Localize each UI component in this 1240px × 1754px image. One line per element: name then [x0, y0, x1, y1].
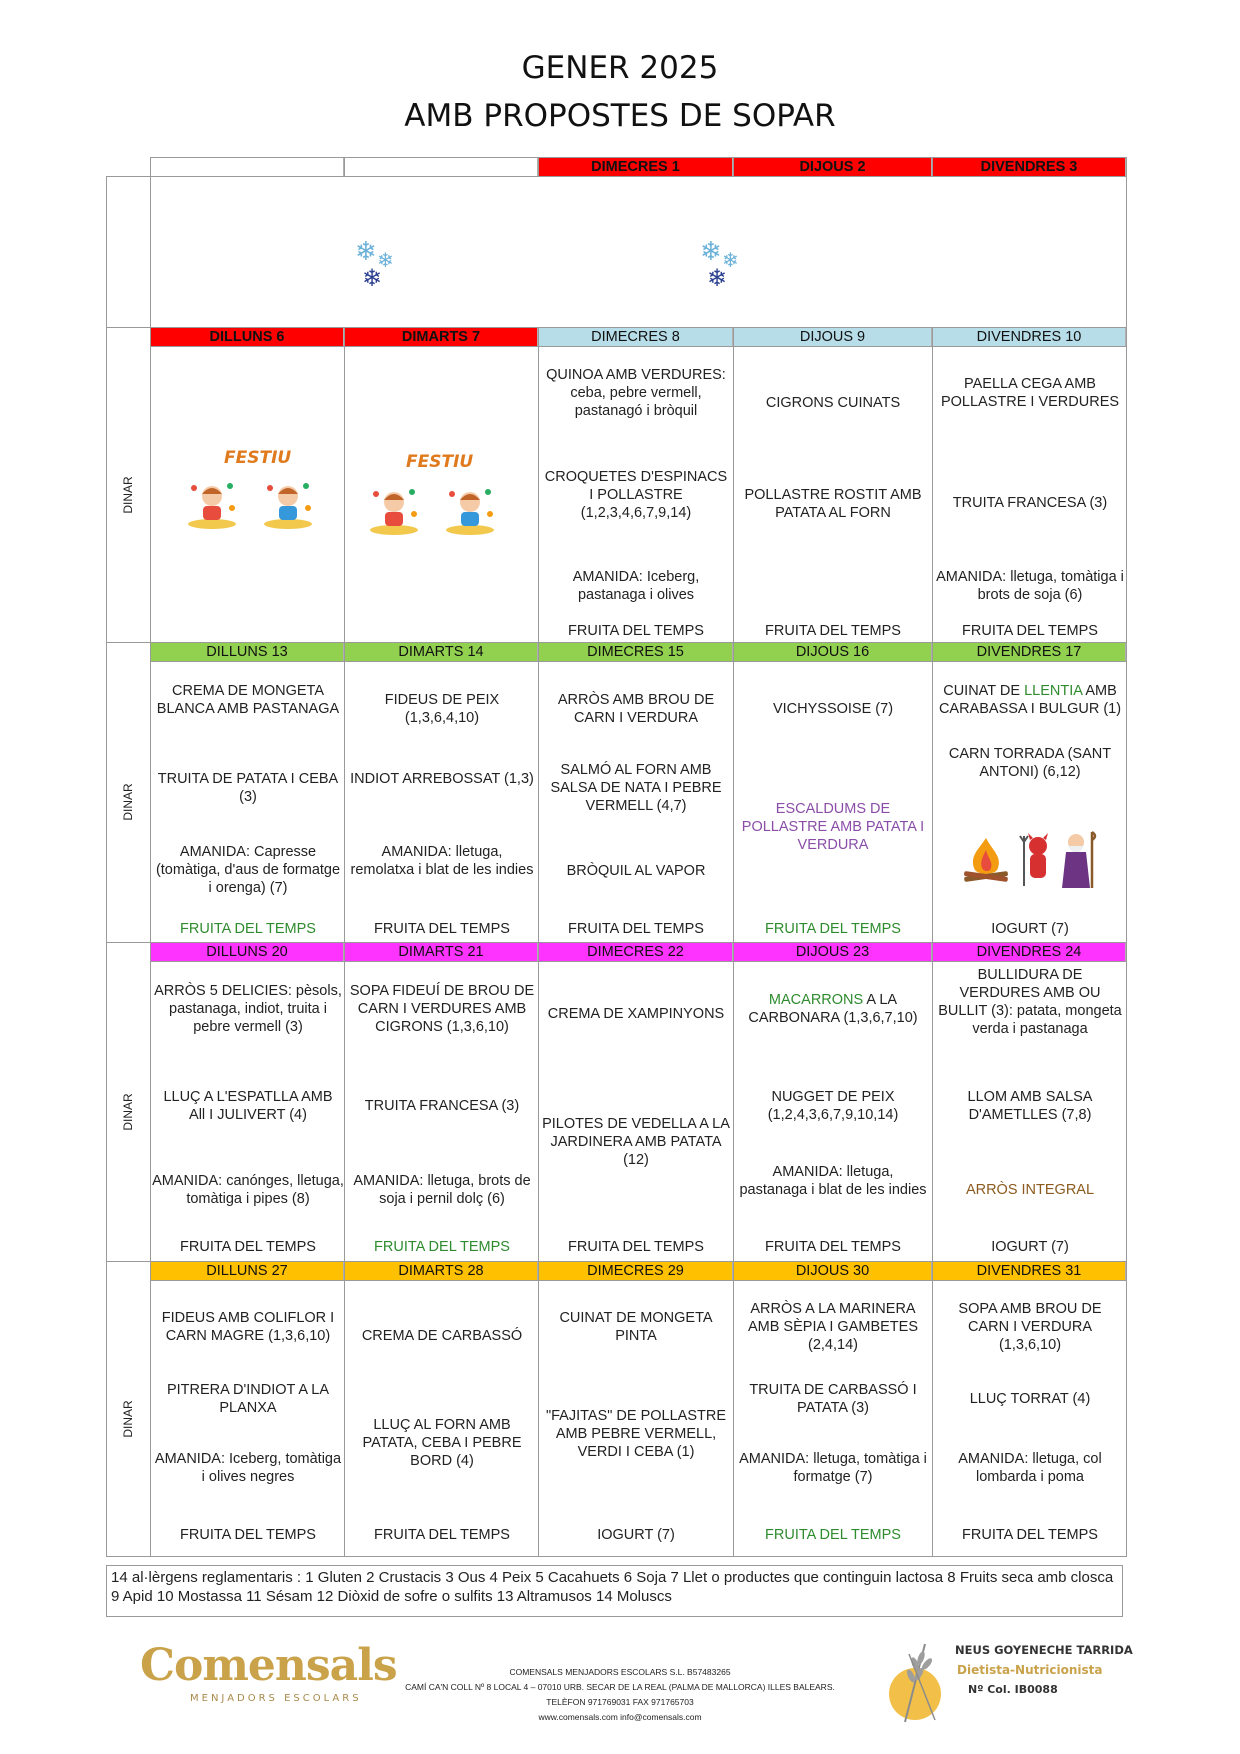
- menu-item: AMANIDA: Iceberg, tomàtiga i olives negres: [154, 1451, 342, 1485]
- menu-item: SOPA FIDEUÍ DE BROU DE CARN I VERDURES AMB CIGRONS (1,3,6,10): [349, 983, 535, 1035]
- header-dimecres-8: DIMECRES 8: [539, 328, 733, 346]
- snowflake-icon: ❄: [707, 265, 728, 292]
- menu-item: CREMA DE MONGETA BLANCA AMB PASTANAGA: [156, 683, 340, 717]
- header-dilluns-27: DILLUNS 27: [151, 1262, 344, 1280]
- comensals-logo-subtitle: MENJADORS ESCOLARS: [190, 1693, 362, 1704]
- snowflake-icon: ❄: [722, 250, 739, 272]
- header-empty-1: [151, 158, 344, 176]
- menu-item: FRUITA DEL TEMPS: [962, 623, 1098, 639]
- menu-item: CUINAT DE MONGETA PINTA: [559, 1310, 713, 1344]
- menu-item: FIDEUS DE PEIX (1,3,6,4,10): [384, 692, 500, 726]
- menu-item: CARN TORRADA (SANT ANTONI) (6,12): [948, 746, 1112, 780]
- allergens-legend: 14 al·lèrgens reglamentaris : 1 Gluten 2 Crustacis 3 Ous 4 Peix 5 Cacahuets 6 Soja 7 Llet o productes que continguin lactosa 8 Fruits seca amb closca 9 Apid 10 Mostassa 11 Sésam 12 Diòxid de sofre o sulfits 13 Altramusos 14 Moluscs: [106, 1565, 1123, 1617]
- bonfire-icon: [960, 834, 1012, 884]
- menu-item: AMANIDA: Iceberg, pastanaga i olives: [572, 569, 700, 603]
- child-eating-icon: [262, 478, 314, 530]
- comensals-logo: Comensals: [140, 1640, 397, 1691]
- menu-item: FRUITA DEL TEMPS: [568, 1239, 704, 1255]
- menu-item: FRUITA DEL TEMPS: [180, 1239, 316, 1255]
- header-empty-2: [345, 158, 538, 176]
- header-dimarts-21: DIMARTS 21: [345, 943, 538, 961]
- snowflake-icon: ❄: [362, 265, 383, 292]
- header-dijous-30: DIJOUS 30: [734, 1262, 932, 1280]
- snowflake-icon: ❄: [700, 236, 722, 266]
- menu-item: FIDEUS AMB COLIFLOR I CARN MAGRE (1,3,6,10): [161, 1310, 335, 1344]
- footer-address: CAMÍ CA'N COLL Nº 8 LOCAL 4 – 07010 URB. SECAR DE LA REAL (PALMA DE MALLORCA) ILLES BALEARS.: [405, 1682, 835, 1692]
- menu-item: QUINOA AMB VERDURES: ceba, pebre vermell, pastanagó i bròquil: [546, 367, 726, 419]
- menu-item: AMANIDA: lletuga, pastanaga i blat de les indies: [739, 1164, 927, 1198]
- menu-item: TRUITA FRANCESA (3): [364, 1098, 520, 1114]
- header-dimecres-1: DIMECRES 1: [539, 158, 733, 176]
- header-dimecres-22: DIMECRES 22: [539, 943, 733, 961]
- menu-item: CREMA DE CARBASSÓ: [361, 1328, 523, 1344]
- menu-item: FRUITA DEL TEMPS: [180, 921, 316, 937]
- header-dijous-16: DIJOUS 16: [734, 643, 932, 661]
- side-label-dinar: DINAR: [121, 1399, 135, 1438]
- menu-item: AMANIDA: lletuga, brots de soja i pernil dolç (6): [353, 1173, 531, 1207]
- menu-item: PAELLA CEGA AMB POLLASTRE I VERDURES: [940, 376, 1120, 410]
- menu-item: ARRÒS A LA MARINERA AMB SÈPIA I GAMBETES (2,4,14): [747, 1301, 919, 1353]
- menu-item: LLUÇ AL FORN AMB PATATA, CEBA I PEBRE BORD (4): [362, 1417, 522, 1469]
- menu-item: BULLIDURA DE VERDURES AMB OU BULLIT (3): patata, mongeta verda i pastanaga: [938, 967, 1122, 1037]
- header-dimarts-14: DIMARTS 14: [345, 643, 538, 661]
- menu-item: ARRÒS AMB BROU DE CARN I VERDURA: [557, 692, 715, 726]
- menu-item: FRUITA DEL TEMPS: [962, 1527, 1098, 1543]
- menu-item: PILOTES DE VEDELLA A LA JARDINERA AMB PATATA (12): [542, 1116, 730, 1168]
- menu-item: TRUITA FRANCESA (3): [952, 495, 1108, 511]
- menu-item: CREMA DE XAMPINYONS: [547, 1006, 725, 1022]
- menu-item: LLOM AMB SALSA D'AMETLLES (7,8): [967, 1089, 1093, 1123]
- side-label-dinar: DINAR: [121, 475, 135, 514]
- menu-item: AMANIDA: Capresse (tomàtiga, d'aus de formatge i orenga) (7): [155, 844, 341, 896]
- menu-item: FRUITA DEL TEMPS: [374, 1239, 510, 1255]
- side-label-dinar: DINAR: [121, 783, 135, 821]
- menu-item: CIGRONS CUINATS: [765, 395, 901, 411]
- header-dijous-2: DIJOUS 2: [734, 158, 932, 176]
- menu-item: FRUITA DEL TEMPS: [568, 623, 704, 639]
- menu-item: FRUITA DEL TEMPS: [374, 1527, 510, 1543]
- menu-item: SOPA AMB BROU DE CARN I VERDURA (1,3,6,10): [958, 1301, 1102, 1353]
- header-divendres-31: DIVENDRES 31: [933, 1262, 1126, 1280]
- nutritionist-role: Dietista-Nutricionista: [957, 1663, 1103, 1677]
- menu-item: FRUITA DEL TEMPS: [568, 921, 704, 937]
- menu-item: CUINAT DE LLENTIA AMB CARABASSA I BULGUR (1): [938, 683, 1122, 717]
- menu-item: IOGURT (7): [991, 921, 1069, 937]
- menu-item: MACARRONS A LA CARBONARA (1,3,6,7,10): [748, 992, 918, 1026]
- header-dijous-23: DIJOUS 23: [734, 943, 932, 961]
- header-divendres-24: DIVENDRES 24: [933, 943, 1126, 961]
- footer-web: www.comensals.com info@comensals.com: [538, 1712, 702, 1722]
- snowflake-icon: ❄: [377, 250, 394, 272]
- menu-item: PITRERA D'INDIOT A LA PLANXA: [166, 1382, 330, 1416]
- menu-item: FRUITA DEL TEMPS: [765, 623, 901, 639]
- page-title: GENER 2025: [521, 50, 719, 86]
- menu-item: CROQUETES D'ESPINACS I POLLASTRE (1,2,3,4,6,7,9,14): [544, 469, 728, 521]
- snowflake-icon: ❄: [355, 236, 377, 266]
- menu-item: AMANIDA: lletuga, tomàtiga i brots de soja (6): [936, 569, 1124, 603]
- menu-item: NUGGET DE PEIX (1,2,4,3,6,7,9,10,14): [767, 1089, 899, 1123]
- child-eating-icon: [186, 478, 238, 530]
- footer-phone: TELÈFON 971769031 FAX 971765703: [546, 1697, 694, 1707]
- nutritionist-col: Nº Col. IB0088: [968, 1683, 1058, 1696]
- menu-item: BRÒQUIL AL VAPOR: [566, 863, 706, 879]
- menu-item: LLUÇ A L'ESPATLLA AMB All I JULIVERT (4): [163, 1089, 333, 1123]
- saint-antoni-icon: [1058, 828, 1098, 890]
- menu-item: "FAJITAS" DE POLLASTRE AMB PEBRE VERMELL, VERDI I CEBA (1): [545, 1408, 727, 1460]
- header-dilluns-13: DILLUNS 13: [151, 643, 344, 661]
- menu-item: AMANIDA: lletuga, col lombarda i poma: [958, 1451, 1102, 1485]
- menu-item: AMANIDA: canónges, lletuga, tomàtiga i pipes (8): [152, 1173, 344, 1207]
- header-divendres-10: DIVENDRES 10: [933, 328, 1126, 346]
- menu-item: POLLASTRE ROSTIT AMB PATATA AL FORN: [744, 487, 922, 521]
- menu-item: ARRÒS 5 DELICIES: pèsols, pastanaga, indiot, truita i pebre vermell (3): [154, 983, 342, 1035]
- devil-icon: [1018, 832, 1058, 888]
- menu-item: FRUITA DEL TEMPS: [765, 1527, 901, 1543]
- menu-item: FRUITA DEL TEMPS: [765, 1239, 901, 1255]
- menu-item: LLUÇ TORRAT (4): [969, 1391, 1091, 1407]
- festiu-label: FESTIU: [224, 448, 292, 468]
- header-dijous-9: DIJOUS 9: [734, 328, 932, 346]
- menu-item: IOGURT (7): [991, 1239, 1069, 1255]
- side-label-dinar: DINAR: [121, 1092, 135, 1131]
- nutritionist-name: NEUS GOYENECHE TARRIDA: [955, 1643, 1133, 1657]
- menu-item: SALMÓ AL FORN AMB SALSA DE NATA I PEBRE VERMELL (4,7): [550, 762, 722, 814]
- header-dilluns-20: DILLUNS 20: [151, 943, 344, 961]
- menu-item: AMANIDA: lletuga, tomàtiga i formatge (7): [739, 1451, 927, 1485]
- header-dimarts-7: DIMARTS 7: [345, 328, 538, 346]
- menu-item: FRUITA DEL TEMPS: [374, 921, 510, 937]
- header-dimecres-15: DIMECRES 15: [539, 643, 733, 661]
- menu-item: ESCALDUMS DE POLLASTRE AMB PATATA I VERDURA: [741, 801, 925, 853]
- child-eating-icon: [444, 484, 496, 536]
- menu-item: TRUITA DE PATATA I CEBA (3): [157, 771, 339, 805]
- footer-company: COMENSALS MENJADORS ESCOLARS S.L. B57483265: [509, 1667, 731, 1677]
- header-dimecres-29: DIMECRES 29: [539, 1262, 733, 1280]
- child-eating-icon: [368, 484, 420, 536]
- header-dilluns-6: DILLUNS 6: [151, 328, 344, 346]
- menu-item: FRUITA DEL TEMPS: [180, 1527, 316, 1543]
- festiu-label: FESTIU: [406, 452, 474, 472]
- header-divendres-17: DIVENDRES 17: [933, 643, 1126, 661]
- page-subtitle: AMB PROPOSTES DE SOPAR: [404, 98, 836, 134]
- menu-item: AMANIDA: lletuga, remolatxa i blat de les indies: [350, 844, 534, 878]
- menu-item: TRUITA DE CARBASSÓ I PATATA (3): [749, 1382, 917, 1416]
- wheat-icon: [885, 1634, 955, 1724]
- header-dimarts-28: DIMARTS 28: [345, 1262, 538, 1280]
- menu-item: IOGURT (7): [597, 1527, 675, 1543]
- menu-item: ARRÒS INTEGRAL: [965, 1182, 1095, 1198]
- menu-item: FRUITA DEL TEMPS: [765, 921, 901, 937]
- header-divendres-3: DIVENDRES 3: [933, 158, 1126, 176]
- menu-item: INDIOT ARREBOSSAT (1,3): [350, 771, 534, 787]
- menu-item: VICHYSSOISE (7): [772, 701, 894, 717]
